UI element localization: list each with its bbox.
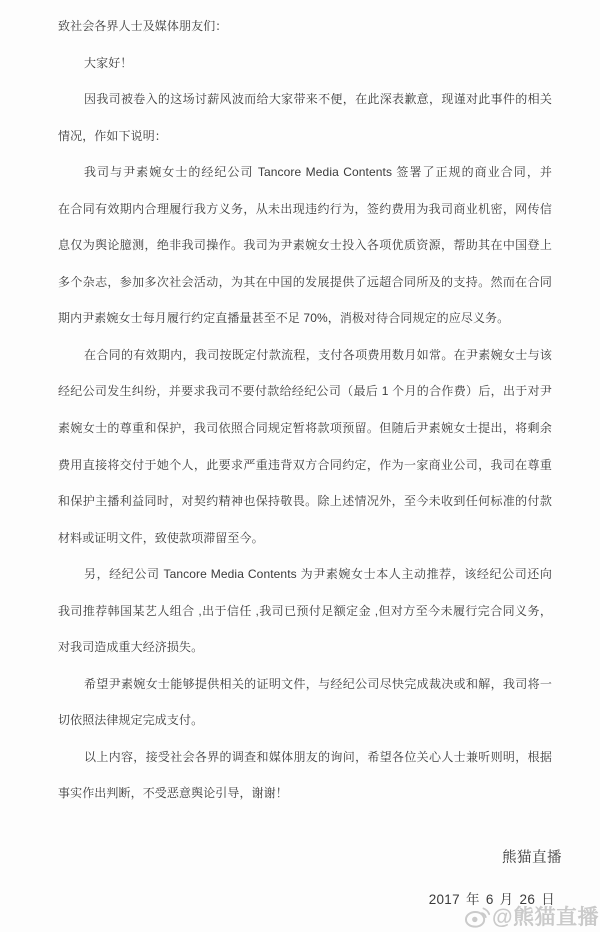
doc-line: 另，经纪公司 Tancore Media Contents 为尹素婉女士本人主动推荐，该经纪公司还向 bbox=[84, 567, 552, 582]
doc-line: 因我司被卷入的这场讨薪风波而给大家带来不便，在此深表歉意，现谨对此事件的相关 bbox=[84, 92, 552, 107]
weibo-watermark bbox=[464, 901, 599, 931]
doc-line: 大家好！ bbox=[84, 55, 133, 70]
doc-line: 材料或证明文件，致使款项滞留至今。 bbox=[58, 530, 264, 545]
doc-line: 期内尹素婉女士每月履行约定直播量甚至不足 70%，消极对待合同规定的应尽义务。 bbox=[58, 311, 510, 326]
doc-line: 在合同的有效期内，我司按既定付款流程，支付各项费用数月如常。在尹素婉女士与该 bbox=[84, 347, 552, 362]
weibo-icon bbox=[464, 903, 491, 929]
weibo-handle: @熊猫直播 bbox=[492, 906, 599, 929]
doc-line: 息仅为舆论臆测，绝非我司操作。我司为尹素婉女士投入各项优质资源，帮助其在中国登上 bbox=[58, 238, 552, 253]
doc-line: 对我司造成重大经济损失。 bbox=[58, 640, 204, 655]
doc-line: 我司推荐韩国某艺人组合 ,出于信任 ,我司已预付足额定金 ,但对方至今未履行完合同义务， bbox=[58, 603, 552, 618]
doc-line: 经纪公司发生纠纷，并要求我司不要付款给经纪公司（最后 1 个月的合作费）后，出于对尹 bbox=[58, 384, 552, 399]
doc-line: 在合同有效期内合理履行我方义务，从未出现违约行为，签约费用为我司商业机密，网传信 bbox=[58, 201, 552, 216]
doc-line: 素婉女士的尊重和保护，我司依照合同规定暂将款项预留。但随后尹素婉女士提出，将剩余 bbox=[58, 421, 552, 436]
statement-body bbox=[58, 8, 552, 812]
doc-line-salutation: 致社会各界人士及媒体朋友们： bbox=[58, 19, 228, 33]
doc-line: 希望尹素婉女士能够提供相关的证明文件，与经纪公司尽快完成裁决或和解，我司将一 bbox=[84, 676, 552, 691]
doc-line: 情况，作如下说明： bbox=[58, 128, 167, 143]
doc-line: 以上内容，接受社会各界的调查和媒体朋友的询问，希望各位关心人士兼听则明，根据 bbox=[84, 749, 552, 764]
doc-line: 多个杂志，参加多次社会活动，为其在中国的发展提供了远超合同所及的支持。然而在合同 bbox=[58, 274, 552, 289]
signature-company: 熊猫直播 bbox=[502, 850, 562, 866]
doc-line: 事实作出判断，不受恶意舆论引导，谢谢！ bbox=[58, 786, 288, 801]
doc-line: 费用直接将交付于她个人，此要求严重违背双方合同约定，作为一家商业公司，我司在尊重 bbox=[58, 457, 552, 472]
doc-line: 切依照法律规定完成支付。 bbox=[58, 713, 204, 728]
doc-line: 和保护主播利益同时，对契约精神也保持敬畏。除上述情况外，至今未收到任何标准的付款 bbox=[58, 494, 552, 509]
statement-date: 2017 年 6 月 26 日 bbox=[428, 892, 555, 907]
doc-line: 我司与尹素婉女士的经纪公司 Tancore Media Contents 签署了正规的商业合同，并 bbox=[84, 165, 552, 180]
